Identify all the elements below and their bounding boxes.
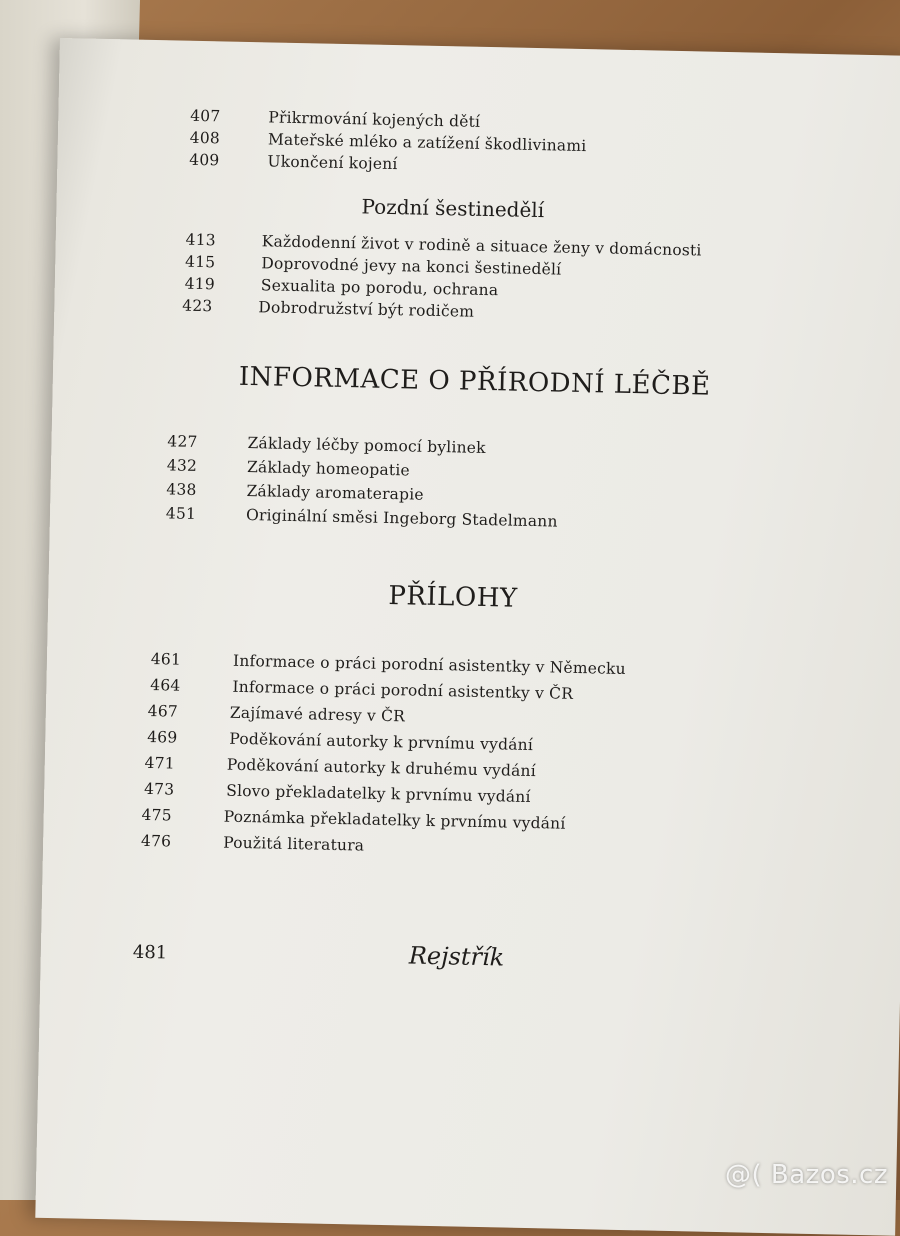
- toc-entry-label: Informace o práci porodní asistentky v Německu: [232, 651, 626, 678]
- toc-entry-label: Použitá literatura: [222, 833, 365, 855]
- toc-entry-label: Přikrmování kojených dětí: [268, 108, 481, 131]
- toc-page-number: 432: [166, 456, 198, 475]
- toc-entry-label: Poděkování autorky k druhému vydání: [226, 755, 537, 781]
- watermark: @( Bazos.cz: [725, 1160, 888, 1190]
- toc-entry-label: Poděkování autorky k prvnímu vydání: [229, 729, 534, 755]
- toc-page-number: 469: [147, 727, 178, 747]
- index-page-number: 481: [132, 941, 168, 964]
- toc-page-number: 471: [144, 753, 176, 773]
- toc-page-number: 413: [185, 230, 216, 250]
- toc-page-number: 427: [167, 432, 198, 451]
- toc-page-number: 419: [184, 274, 216, 294]
- toc-entry-label: Základy léčby pomocí bylinek: [247, 434, 486, 458]
- toc-entry-label: Sexualita po porodu, ochrana: [260, 276, 499, 300]
- toc-entry-label: Doprovodné jevy na konci šestinedělí: [261, 254, 562, 279]
- toc-page-number: 407: [190, 106, 221, 126]
- toc-page-number: 467: [147, 701, 179, 721]
- table-of-contents: [35, 38, 900, 1236]
- toc-entry-label: Základy aromaterapie: [246, 482, 424, 504]
- toc-entry-label: Poznámka překladatelky k prvnímu vydání: [223, 807, 566, 833]
- toc-page-number: 438: [166, 480, 197, 499]
- toc-page-number: 476: [140, 831, 172, 851]
- toc-page-number: 461: [150, 650, 182, 669]
- toc-entry-label: Originální směsi Ingeborg Stadelmann: [245, 506, 558, 531]
- toc-entry-label: Mateřské mléko a zatížení škodlivinami: [267, 130, 587, 156]
- section-heading: Pozdní šestinedělí: [361, 194, 545, 223]
- section-heading: INFORMACE O PŘÍRODNÍ LÉČBĚ: [238, 361, 711, 402]
- toc-page-number: 475: [141, 805, 172, 825]
- toc-entry-label: Každodenní život v rodině a situace ženy v domácnosti: [261, 232, 702, 260]
- toc-entry-label: Zajímavé adresy v ČR: [229, 703, 406, 726]
- toc-page-number: 464: [150, 676, 181, 695]
- toc-entry-label: Informace o práci porodní asistentky v ČR: [232, 677, 574, 703]
- index-heading: Rejstřík: [408, 941, 505, 972]
- toc-entry-label: Slovo překladatelky k prvnímu vydání: [226, 781, 531, 807]
- toc-page-number: 415: [184, 252, 216, 272]
- toc-page-number: 408: [189, 128, 221, 148]
- toc-entry-label: Ukončení kojení: [267, 152, 398, 174]
- toc-entry-label: Základy homeopatie: [246, 458, 411, 480]
- toc-page-number: 409: [189, 150, 220, 170]
- toc-entry-label: Dobrodružství být rodičem: [258, 298, 475, 321]
- toc-page-number: 423: [182, 296, 213, 316]
- toc-page-number: 473: [143, 779, 175, 799]
- toc-page-number: 451: [165, 504, 197, 523]
- book-page: [35, 38, 900, 1236]
- section-heading: PŘÍLOHY: [388, 581, 518, 614]
